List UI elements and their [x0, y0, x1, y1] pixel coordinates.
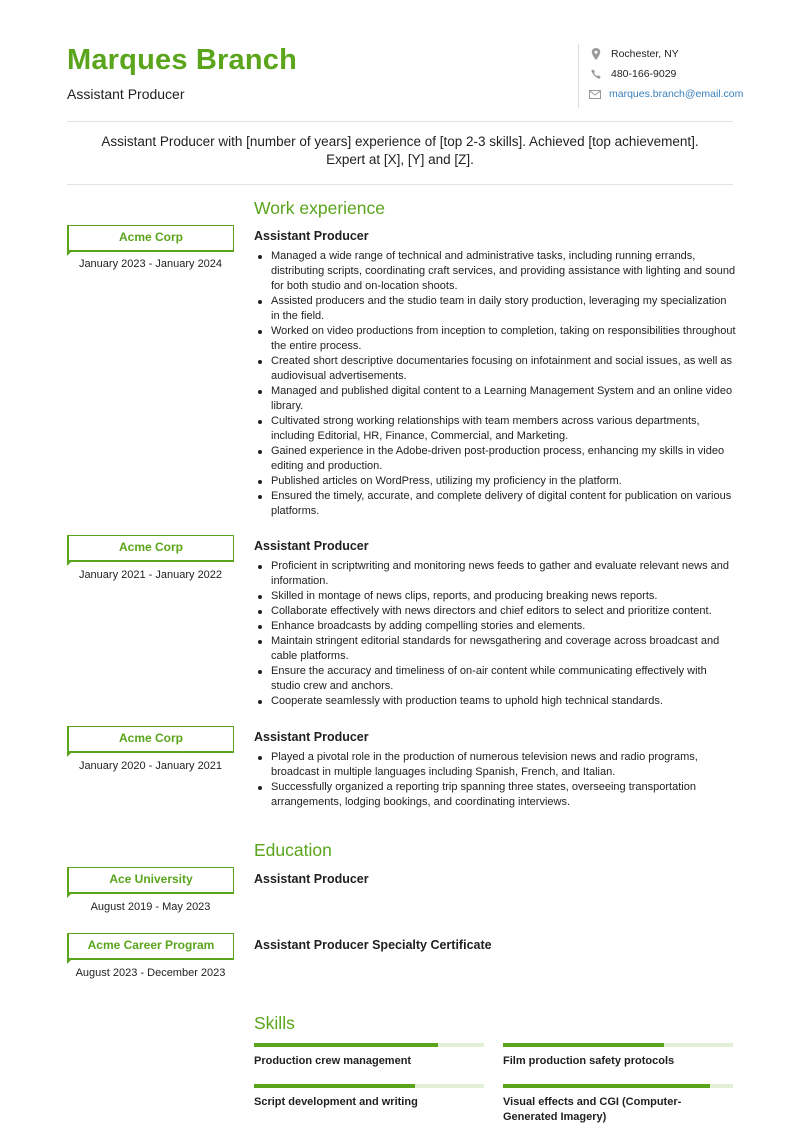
list-item: Collaborate effectively with news directors and chief editors to select and prioritize content.: [254, 604, 736, 619]
envelope-icon: [589, 87, 601, 101]
contact-location: Rochester, NY: [589, 44, 738, 64]
skill-item: [503, 1084, 733, 1125]
skill-item: [254, 1043, 484, 1069]
degree-title: Assistant Producer: [254, 872, 369, 886]
education-dates: August 2023 - December 2023: [75, 967, 226, 979]
summary-text: Assistant Producer with [number of years] experience of [top 2-3 skills]. Achieved [top achievement]. Expert at [X], [Y] and [Z].: [101, 134, 699, 167]
job-bullets: [254, 559, 736, 709]
skill-level-bar: [254, 1084, 484, 1088]
skill-level-fill: [503, 1043, 664, 1047]
company-tag: Acme Corp: [67, 225, 234, 251]
skill-name: Film production safety protocols: [503, 1055, 675, 1067]
candidate-role: Assistant Producer: [67, 86, 185, 102]
skill-level-fill: [254, 1084, 415, 1088]
job-title: Assistant Producer: [254, 229, 369, 243]
list-item: Managed a wide range of technical and administrative tasks, including running errands, distributing scripts, coordinating craft services, and providing assistance with lighting and sound for both studio and on-location shoots.: [254, 249, 736, 294]
list-item: Cultivated strong working relationships with team members across various departments, including Editorial, HR, Finance, Commercial, and Marketing.: [254, 414, 736, 444]
skill-level-fill: [503, 1084, 710, 1088]
list-item: Published articles on WordPress, utilizing my proficiency in the platform.: [254, 474, 736, 489]
job-dates: January 2023 - January 2024: [78, 258, 223, 270]
candidate-name: Marques Branch: [67, 44, 298, 76]
list-item: Gained experience in the Adobe-driven post-production process, enhancing my skills in video editing and production.: [254, 444, 736, 474]
education-dates: August 2019 - May 2023: [90, 901, 211, 913]
header-divider: [67, 121, 733, 122]
skill-name: Script development and writing: [254, 1096, 418, 1108]
section-title-education: Education: [254, 840, 332, 860]
job-title: Assistant Producer: [254, 730, 369, 744]
list-item: Skilled in montage of news clips, reports, and producing breaking news reports.: [254, 589, 736, 604]
degree-title: Assistant Producer Specialty Certificate: [254, 938, 492, 952]
list-item: Ensure the accuracy and timeliness of on-air content while communicating effectively with studio crew and anchors.: [254, 664, 736, 694]
contact-email[interactable]: marques.branch@email.com: [589, 84, 738, 104]
list-item: Assisted producers and the studio team in daily story production, leveraging my specialization in the field.: [254, 294, 736, 324]
skill-name: Visual effects and CGI (Computer-Generated Imagery): [503, 1096, 682, 1123]
company-tag: Acme Corp: [67, 535, 234, 561]
skill-item: [254, 1084, 484, 1110]
section-title-work: Work experience: [254, 198, 385, 218]
list-item: Cooperate seamlessly with production teams to uphold high technical standards.: [254, 694, 736, 709]
list-item: Worked on video productions from inception to completion, taking on responsibilities throughout the entire process.: [254, 324, 736, 354]
list-item: Enhance broadcasts by adding compelling stories and elements.: [254, 619, 736, 634]
list-item: Played a pivotal role in the production of numerous television news and radio programs, broadcast in multiple languages including Spanish, French, and Italian.: [254, 750, 736, 780]
school-tag: Acme Career Program: [67, 933, 234, 959]
list-item: Created short descriptive documentaries focusing on infotainment and social issues, as well as audiovisual advertisements.: [254, 354, 736, 384]
list-item: Successfully organized a reporting trip spanning three states, overseeing transportation arrangements, lodging bookings, and coordinating interviews.: [254, 780, 736, 810]
job-bullets: [254, 249, 736, 519]
skill-name: Production crew management: [254, 1055, 412, 1067]
list-item: Proficient in scriptwriting and monitoring news feeds to gather and evaluate relevant news and information.: [254, 559, 736, 589]
list-item: Managed and published digital content to a Learning Management System and an online video library.: [254, 384, 736, 414]
skill-level-bar: [503, 1043, 733, 1047]
job-dates: January 2020 - January 2021: [78, 760, 223, 772]
list-item: Maintain stringent editorial standards for newsgathering and coverage across broadcast and cable platforms.: [254, 634, 736, 664]
school-tag: Ace University: [67, 867, 234, 893]
job-title: Assistant Producer: [254, 539, 369, 553]
phone-icon: [589, 67, 603, 81]
location-pin-icon: [589, 47, 603, 61]
list-item: Ensured the timely, accurate, and complete delivery of digital content for publication on various platforms.: [254, 489, 736, 519]
contact-block: [578, 44, 744, 108]
job-bullets: [254, 750, 736, 810]
skill-level-bar: [254, 1043, 484, 1047]
skill-level-bar: [503, 1084, 733, 1088]
company-tag: Acme Corp: [67, 726, 234, 752]
skill-level-fill: [254, 1043, 438, 1047]
section-title-skills: Skills: [254, 1013, 295, 1033]
summary-divider: [67, 184, 733, 185]
job-dates: January 2021 - January 2022: [78, 569, 223, 581]
skill-item: [503, 1043, 733, 1069]
contact-phone: 480-166-9029: [589, 64, 738, 84]
